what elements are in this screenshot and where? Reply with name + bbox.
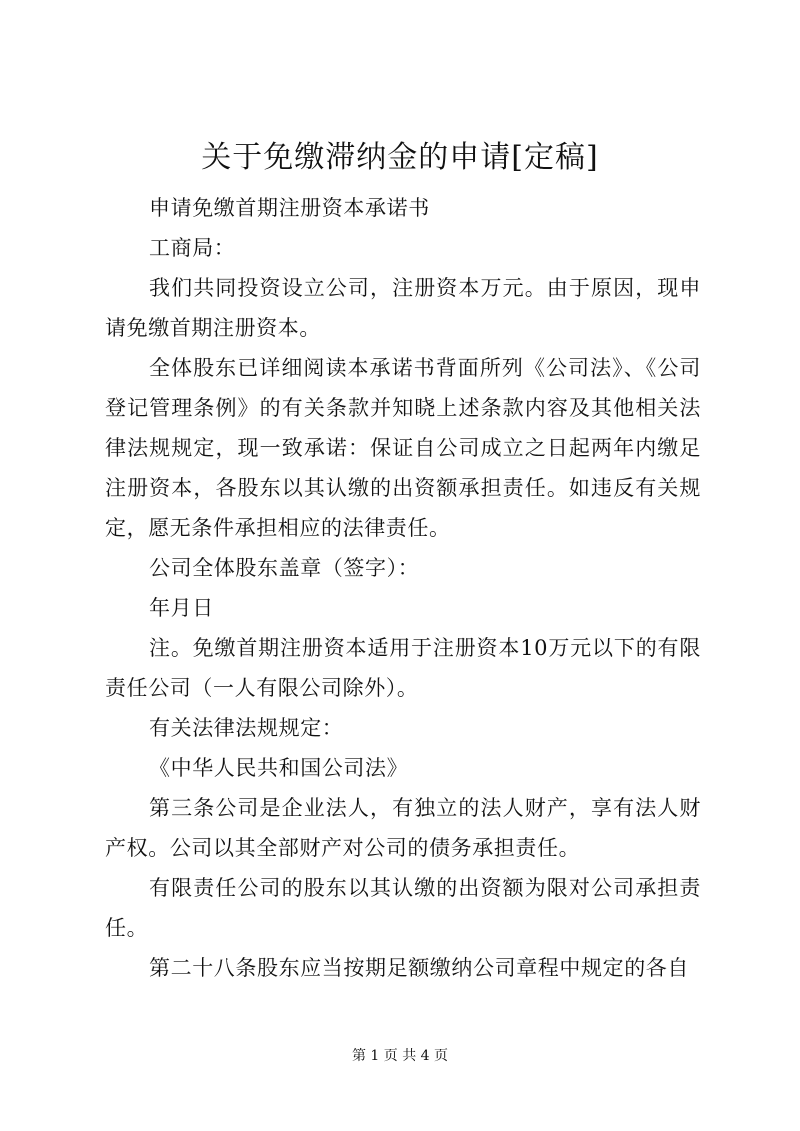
paragraph-commitment: 全体股东已详细阅读本承诺书背面所列《公司法》、《公司登记管理条例》的有关条款并知晓上述条款内容及其他相关法律法规规定，现一致承诺：保证自公司成立之日起两年内缴足注册资本，各股东以其认缴的出资额承担责任。如违反有关规定，愿无条件承担相应的法律责任。 — [105, 356, 701, 540]
page-footer: 第 1 页 共 4 页 — [351, 1048, 449, 1064]
paragraph-shareholder-liability: 有限责任公司的股东以其认缴的出资额为限对公司承担责任。 — [105, 876, 701, 940]
document-body — [105, 188, 701, 988]
paragraph-application: 我们共同投资设立公司，注册资本万元。由于原因，现申请免缴首期注册资本。 — [105, 276, 701, 340]
paragraph-article-28: 第二十八条股东应当按期足额缴纳公司章程中规定的各自 — [149, 956, 689, 980]
paragraph-note: 注。免缴首期注册资本适用于注册资本10万元以下的有限责任公司（一人有限公司除外）。 — [105, 636, 701, 700]
document-title: 关于免缴滞纳金的申请[定稿] — [201, 140, 599, 175]
paragraph-laws-heading: 有关法律法规规定： — [149, 716, 344, 740]
paragraph-addressee: 工商局： — [149, 236, 236, 260]
paragraph-heading: 申请免缴首期注册资本承诺书 — [149, 196, 430, 220]
paragraph-law-title: 《中华人民共和国公司法》 — [149, 756, 409, 780]
paragraph-signature: 公司全体股东盖章（签字）： — [149, 556, 420, 580]
paragraph-date: 年月日 — [149, 596, 214, 620]
paragraph-article-3: 第三条公司是企业法人，有独立的法人财产，享有法人财产权。公司以其全部财产对公司的债务承担责任。 — [105, 796, 701, 860]
